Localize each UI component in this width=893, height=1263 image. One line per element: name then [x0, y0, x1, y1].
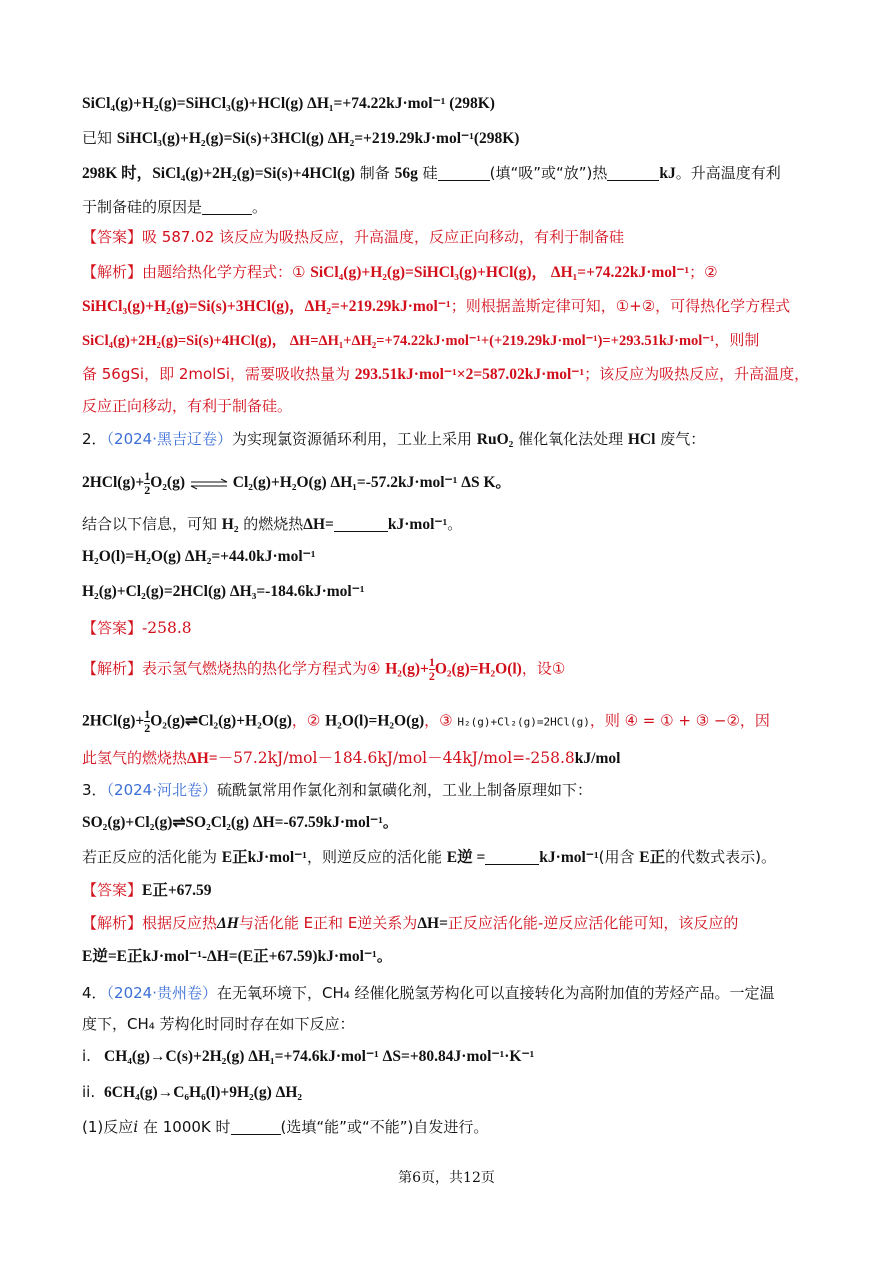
question-line: 结合以下信息，可知 H₂ 的燃烧热ΔH= kJ·mol⁻¹。 — [82, 515, 463, 533]
analysis-line: 此氢气的燃烧热ΔH=－57.2kJ/mol－184.6kJ/mol－44kJ/mol=-258.8kJ/mol — [82, 749, 621, 767]
question-line: 2．（2024·黑吉辽卷）为实现氯资源循环利用，工业上采用 RuO₂ 催化氧化法处理 HCl 废气： — [82, 430, 706, 448]
equation-line: H₂(g)+Cl₂(g)=2HCl(g) ΔH₃=-184.6kJ·mol⁻¹ — [82, 583, 365, 600]
answer-blank[interactable] — [607, 164, 659, 181]
question-line: 298K 时，SiCl₄(g)+2H₂(g)=Si(s)+4HCl(g) 制备 56g 硅 (填“吸”或“放”)热 kJ。升高温度有利 — [82, 164, 781, 182]
text-line: 已知 SiHCl₃(g)+H₂(g)=Si(s)+3HCl(g) ΔH₂=+219.29kJ·mol⁻¹(298K) — [82, 129, 520, 147]
page-footer: 第6页，共12页 — [398, 1170, 495, 1186]
analysis-line: 反应正向移动，有利于制备硅。 — [82, 397, 293, 415]
question-line: 于制备硅的原因是 。 — [82, 198, 268, 216]
question-line: (1)反应i 在 1000K 时 (选填“能”或“不能”)自发进行。 — [82, 1118, 489, 1136]
equation-line: H₂O(l)=H₂O(g) ΔH₂=+44.0kJ·mol⁻¹ — [82, 548, 316, 565]
fraction: $\frac{1}{2}$ — [144, 707, 151, 735]
answer-line: 【答案】E正+67.59 — [82, 881, 212, 899]
equilibrium-arrow-icon — [189, 478, 229, 490]
fraction: $\frac{1}{2}$ — [144, 469, 151, 497]
analysis-line: 【解析】表示氢气燃烧热的热化学方程式为④ H₂(g)+ $\frac{1}{2}$ O₂(g)=H₂O(l)，设① — [82, 655, 566, 683]
answer-blank[interactable] — [334, 515, 388, 532]
question-line: 4．（2024·贵州卷）在无氧环境下，CH₄ 经催化脱氢芳构化可以直接转化为高附加值的芳烃产品。一定温 — [82, 984, 775, 1002]
analysis-line: 【解析】根据反应热ΔH与活化能 E正和 E逆关系为ΔH=正反应活化能-逆反应活化能可知，该反应的 — [82, 914, 739, 932]
question-line: 若正反应的活化能为 E正kJ·mol⁻¹，则逆反应的活化能 E逆 = kJ·mol⁻¹(用含 E正的代数式表示)。 — [82, 848, 776, 866]
equation-line: SO₂(g)+Cl₂(g)⇌SO₂Cl₂(g) ΔH=-67.59kJ·mol⁻¹。 — [82, 813, 398, 831]
answer-line: 【答案】-258.8 — [82, 619, 192, 637]
answer-line: 【答案】吸 587.02 该反应为吸热反应，升高温度，反应正向移动，有利于制备硅 — [82, 228, 625, 246]
question-line: 度下，CH₄ 芳构化时同时存在如下反应： — [82, 1015, 355, 1033]
analysis-line: 备 56gSi，即 2molSi，需要吸收热量为 293.51kJ·mol⁻¹×2=587.02kJ·mol⁻¹；该反应为吸热反应，升高温度， — [82, 365, 810, 383]
analysis-line: 2HCl(g)+ $\frac{1}{2}$ O₂(g)⇌Cl₂(g)+H₂O(g)，② H₂O(l)=H₂O(g)，③ H₂(g)+Cl₂(g)=2HCl(g)，则 ④ = ① + ③ −②，因 — [82, 707, 770, 735]
answer-blank[interactable] — [202, 198, 252, 215]
equation-line: i. CH₄(g)→C(s)+2H₂(g) ΔH₁=+74.6kJ·mol⁻¹ ΔS=+80.84J·mol⁻¹·K⁻¹ — [82, 1047, 535, 1065]
analysis-line: 【解析】由题给热化学方程式：① SiCl₄(g)+H₂(g)=SiHCl₃(g)+HCl(g)， ΔH₁=+74.22kJ·mol⁻¹；② — [82, 263, 718, 281]
equation-line: 2HCl(g)+ $\frac{1}{2}$ O₂(g) Cl₂(g)+H₂O(g) ΔH₁=-57.2kJ·mol⁻¹ ΔS K。 — [82, 469, 511, 497]
answer-blank[interactable] — [438, 164, 490, 181]
analysis-line: SiCl₄(g)+2H₂(g)=Si(s)+4HCl(g)， ΔH=ΔH₁+ΔH₂=+74.22kJ·mol⁻¹+(+219.29kJ·mol⁻¹)=+293.51kJ·mol⁻¹，则制 — [82, 331, 760, 349]
answer-blank[interactable] — [485, 848, 539, 865]
equation-line: SiCl₄(g)+H₂(g)=SiHCl₃(g)+HCl(g) ΔH₁=+74.22kJ·mol⁻¹ (298K) — [82, 95, 495, 112]
analysis-line: SiHCl₃(g)+H₂(g)=Si(s)+3HCl(g)，ΔH₂=+219.29kJ·mol⁻¹；则根据盖斯定律可知，①+②，可得热化学方程式 — [82, 297, 791, 315]
fraction: $\frac{1}{2}$ — [428, 655, 435, 683]
answer-blank[interactable] — [231, 1118, 281, 1135]
equation-line: E逆=E正kJ·mol⁻¹-ΔH=(E正+67.59)kJ·mol⁻¹。 — [82, 947, 392, 965]
equation-line: ii. 6CH₄(g)→C₆H₆(l)+9H₂(g) ΔH₂ — [82, 1083, 303, 1101]
question-line: 3．（2024·河北卷）硫酰氯常用作氯化剂和氯磺化剂，工业上制备原理如下： — [82, 781, 593, 799]
